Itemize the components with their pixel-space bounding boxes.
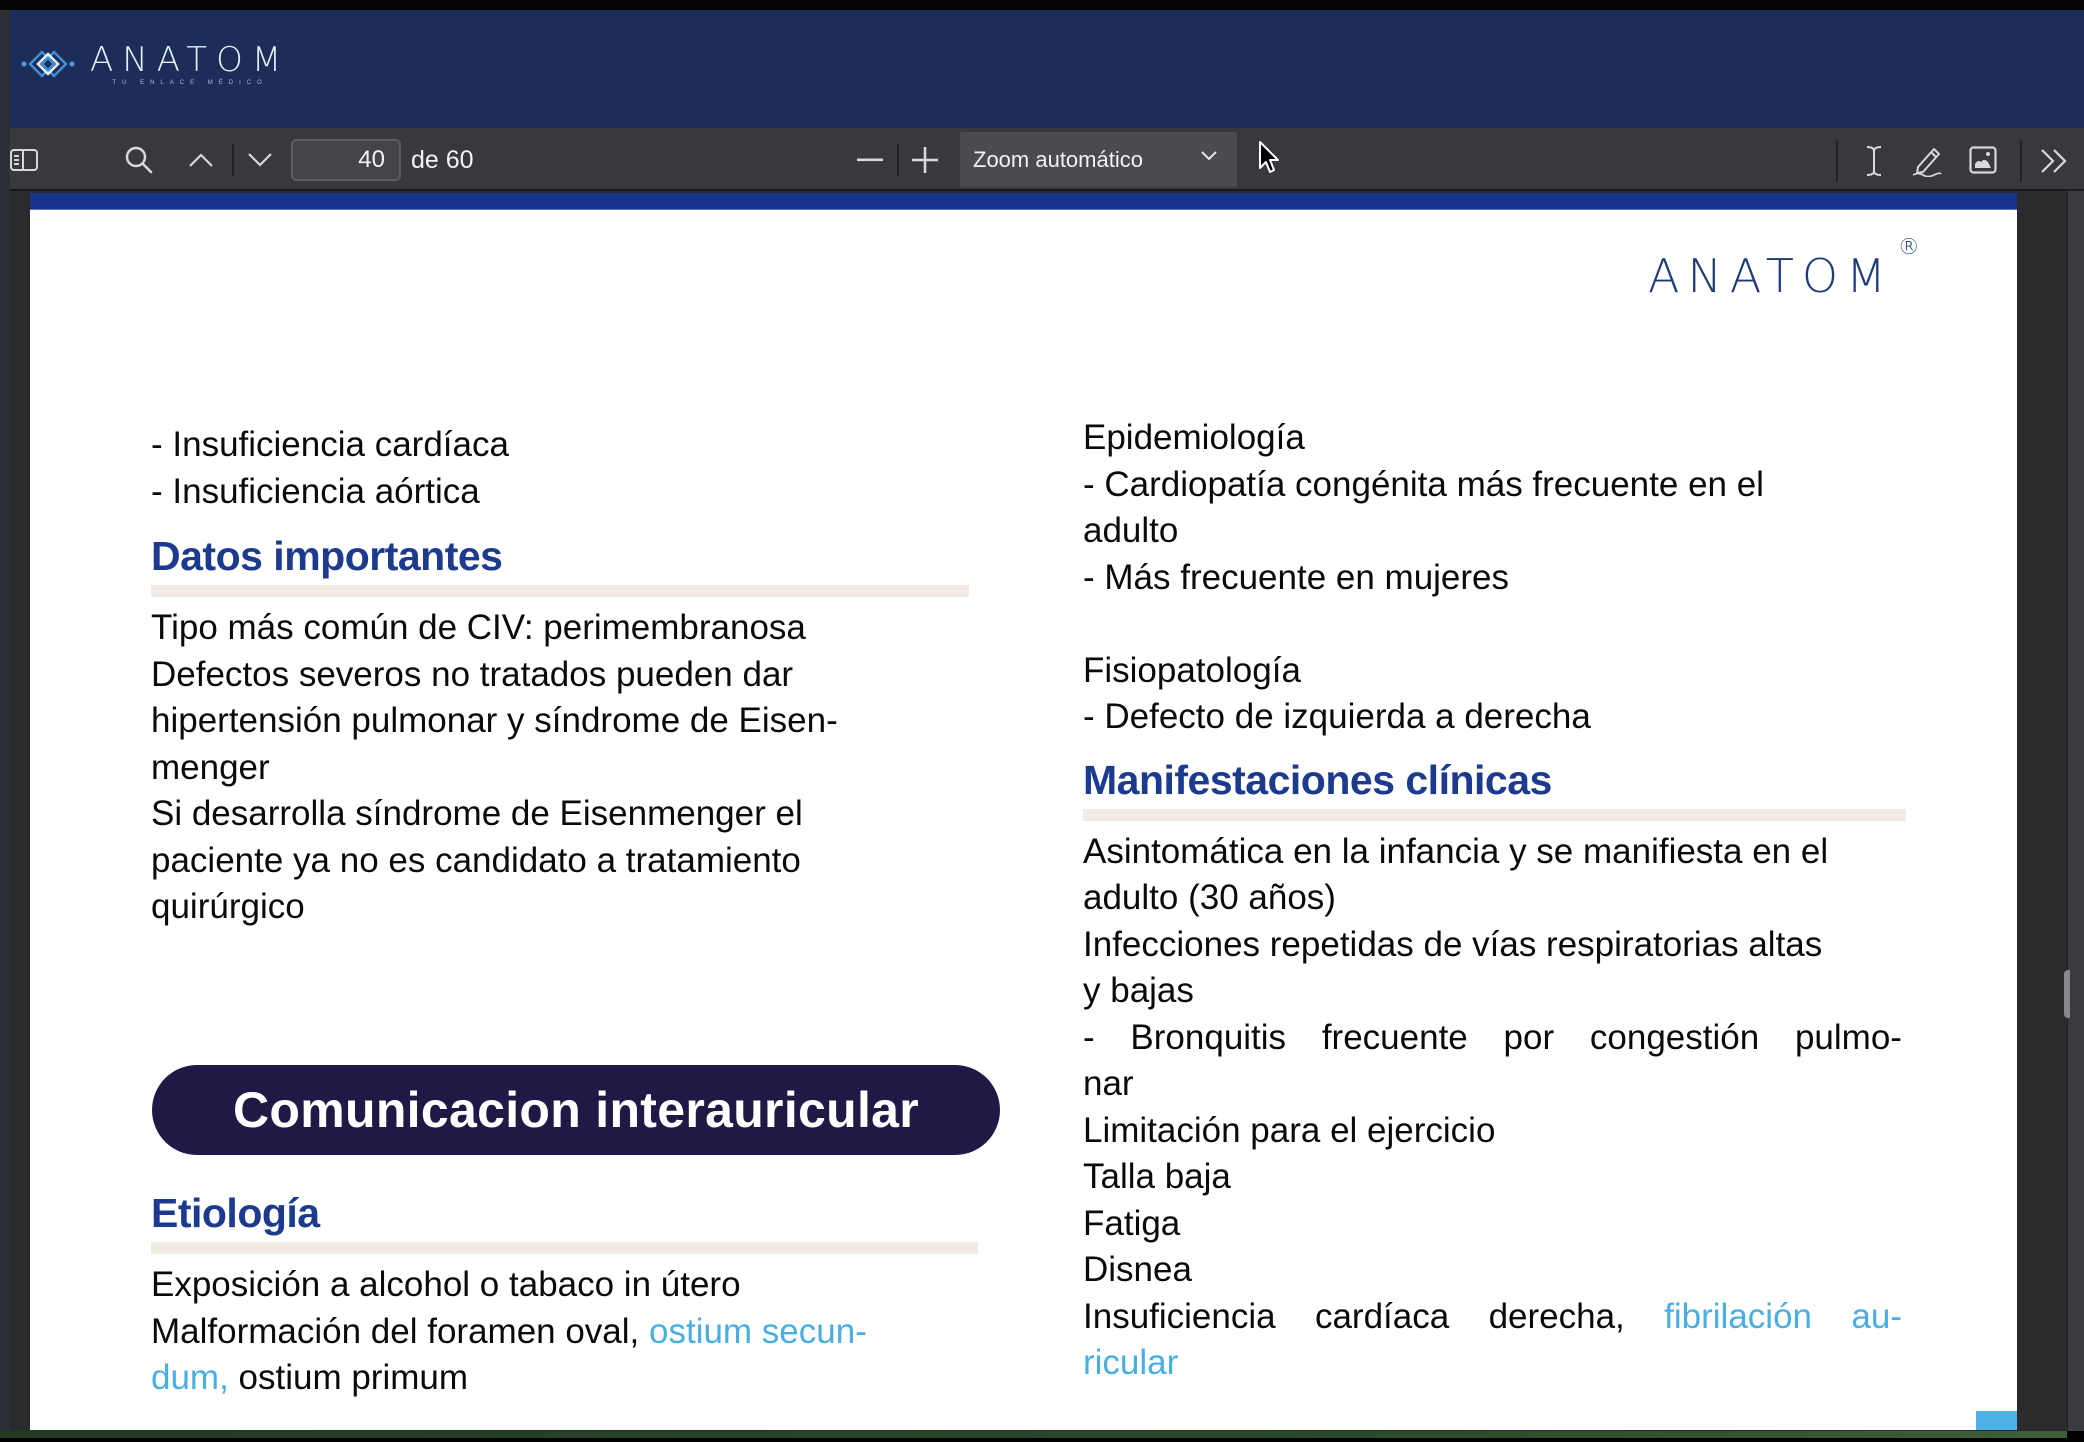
text-line: - Más frecuente en mujeres [1083,557,1510,597]
toolbar-divider [2020,140,2022,182]
section-rule [1083,809,1906,821]
text-line: Malformación del foramen oval, ostium secun- [151,1311,867,1351]
text-line: hipertensión pulmonar y síndrome de Eisen- [151,701,838,740]
text-line: Fatiga [1083,1203,1181,1243]
text-line: - Insuficiencia aórtica [151,471,480,511]
page-top-strip [30,193,2017,210]
text-line: paciente ya no es candidato a tratamiento [151,840,801,880]
previous-page-button[interactable] [188,148,214,172]
brand-tagline: TU ENLACE MÉDICO [112,80,268,86]
text-line: Disnea [1083,1250,1192,1289]
text-line: - Insuficiencia cardíaca [151,425,509,464]
left-window-edge [0,10,10,1442]
search-button[interactable] [124,145,154,175]
brand-logo[interactable] [20,42,290,86]
etiologia-block [151,1188,1001,1402]
brand-name: ANATOM [90,40,291,80]
text-line-justified: - Bronquitis frecuente por congestión pulmo- [1083,1017,1902,1057]
text-line: Exposición a alcohol o tabaco in útero [151,1265,741,1304]
left-column [151,422,1001,931]
section-rule [151,585,969,597]
pdf-toolbar [10,128,2084,191]
chevron-down-icon [1199,149,1219,163]
section-rule [151,1242,978,1254]
text-line: Asintomática en la infancia y se manifiesta en el [1083,831,1829,871]
text-line: dum, ostium primum [151,1358,469,1397]
highlighted-term: ricular [1083,1343,1179,1382]
section-banner: Comunicacion interauricular [152,1065,1000,1155]
subsection-label: Fisiopatología [1083,650,1301,690]
highlighted-term: dum, [151,1358,229,1397]
toolbar-divider [897,144,899,176]
sidebar-toggle-button[interactable] [10,146,38,174]
text-line: - Defecto de izquierda a derecha [1083,697,1591,736]
zoom-level-value: Zoom automático [973,146,1143,172]
vertical-scrollbar[interactable] [2067,191,2084,1431]
sidebar-toggle-icon [10,148,38,172]
more-tools-button[interactable] [2040,148,2068,174]
text-tool-button[interactable] [1865,145,1883,177]
site-header [10,10,2084,128]
scrollbar-thumb[interactable] [2064,970,2070,1018]
chevron-down-icon [247,152,273,168]
pdf-page [30,193,2017,1430]
diamond-logo-icon [20,46,76,82]
page-number-input[interactable]: 40 [291,139,401,181]
window-top-edge [0,0,2084,10]
text-line-justified: Insuficiencia cardíaca derecha, fibrilación au- [1083,1294,1902,1341]
toolbar-divider [232,144,234,176]
section-title-datos: Datos importantes [151,533,503,579]
zoom-in-button[interactable] [912,147,938,173]
draw-tool-button[interactable] [1912,143,1942,177]
zoom-level-select[interactable] [960,132,1237,187]
screen-bottom-edge [0,1438,2084,1442]
text-line: - Cardiopatía congénita más frecuente en el [1083,464,1764,504]
next-page-button[interactable] [247,148,273,172]
page-total-label: de 60 [411,146,474,174]
zoom-out-button[interactable] [857,150,883,170]
text-cursor-icon [1865,145,1883,177]
text-line: Infecciones repetidas de vías respiratorias altas [1083,924,1823,964]
plus-icon [912,147,938,173]
page-corner-mark [1976,1411,2017,1430]
right-column [1083,415,1943,1387]
text-line: y bajas [1083,971,1194,1010]
highlighted-term: ostium secun- [649,1311,867,1351]
subsection-label: Epidemiología [1083,418,1305,457]
section-title-manifestaciones: Manifestaciones clínicas [1083,756,1552,803]
text-line: Tipo más común de CIV: perimembranosa [151,608,806,647]
page-brand-logo: ANATOM ® [1648,235,1920,303]
text-line: adulto [1083,511,1179,550]
section-title-etiologia: Etiología [151,1190,320,1236]
search-icon [124,145,154,175]
minus-icon [857,158,883,162]
image-tool-button[interactable] [1969,146,1997,174]
mouse-pointer-icon [1258,140,1282,176]
viewer-gutter [2017,191,2067,1431]
registered-mark: ® [1897,235,1920,260]
chevron-up-icon [188,152,214,168]
pencil-icon [1912,143,1942,177]
toolbar-divider [1836,140,1838,182]
double-chevron-right-icon [2040,148,2068,174]
highlighted-term: fibrilación [1664,1296,1813,1336]
text-line: adulto (30 años) [1083,878,1336,917]
text-line: nar [1083,1064,1134,1103]
text-line: Si desarrolla síndrome de Eisenmenger el [151,794,803,833]
text-line: Limitación para el ejercicio [1083,1110,1496,1150]
highlighted-term: au- [1851,1296,1902,1336]
image-icon [1969,146,1997,174]
text-line: menger [151,747,270,787]
text-line: Talla baja [1083,1157,1231,1196]
text-line: quirúrgico [151,887,305,926]
text-line: Defectos severos no tratados pueden dar [151,654,794,694]
